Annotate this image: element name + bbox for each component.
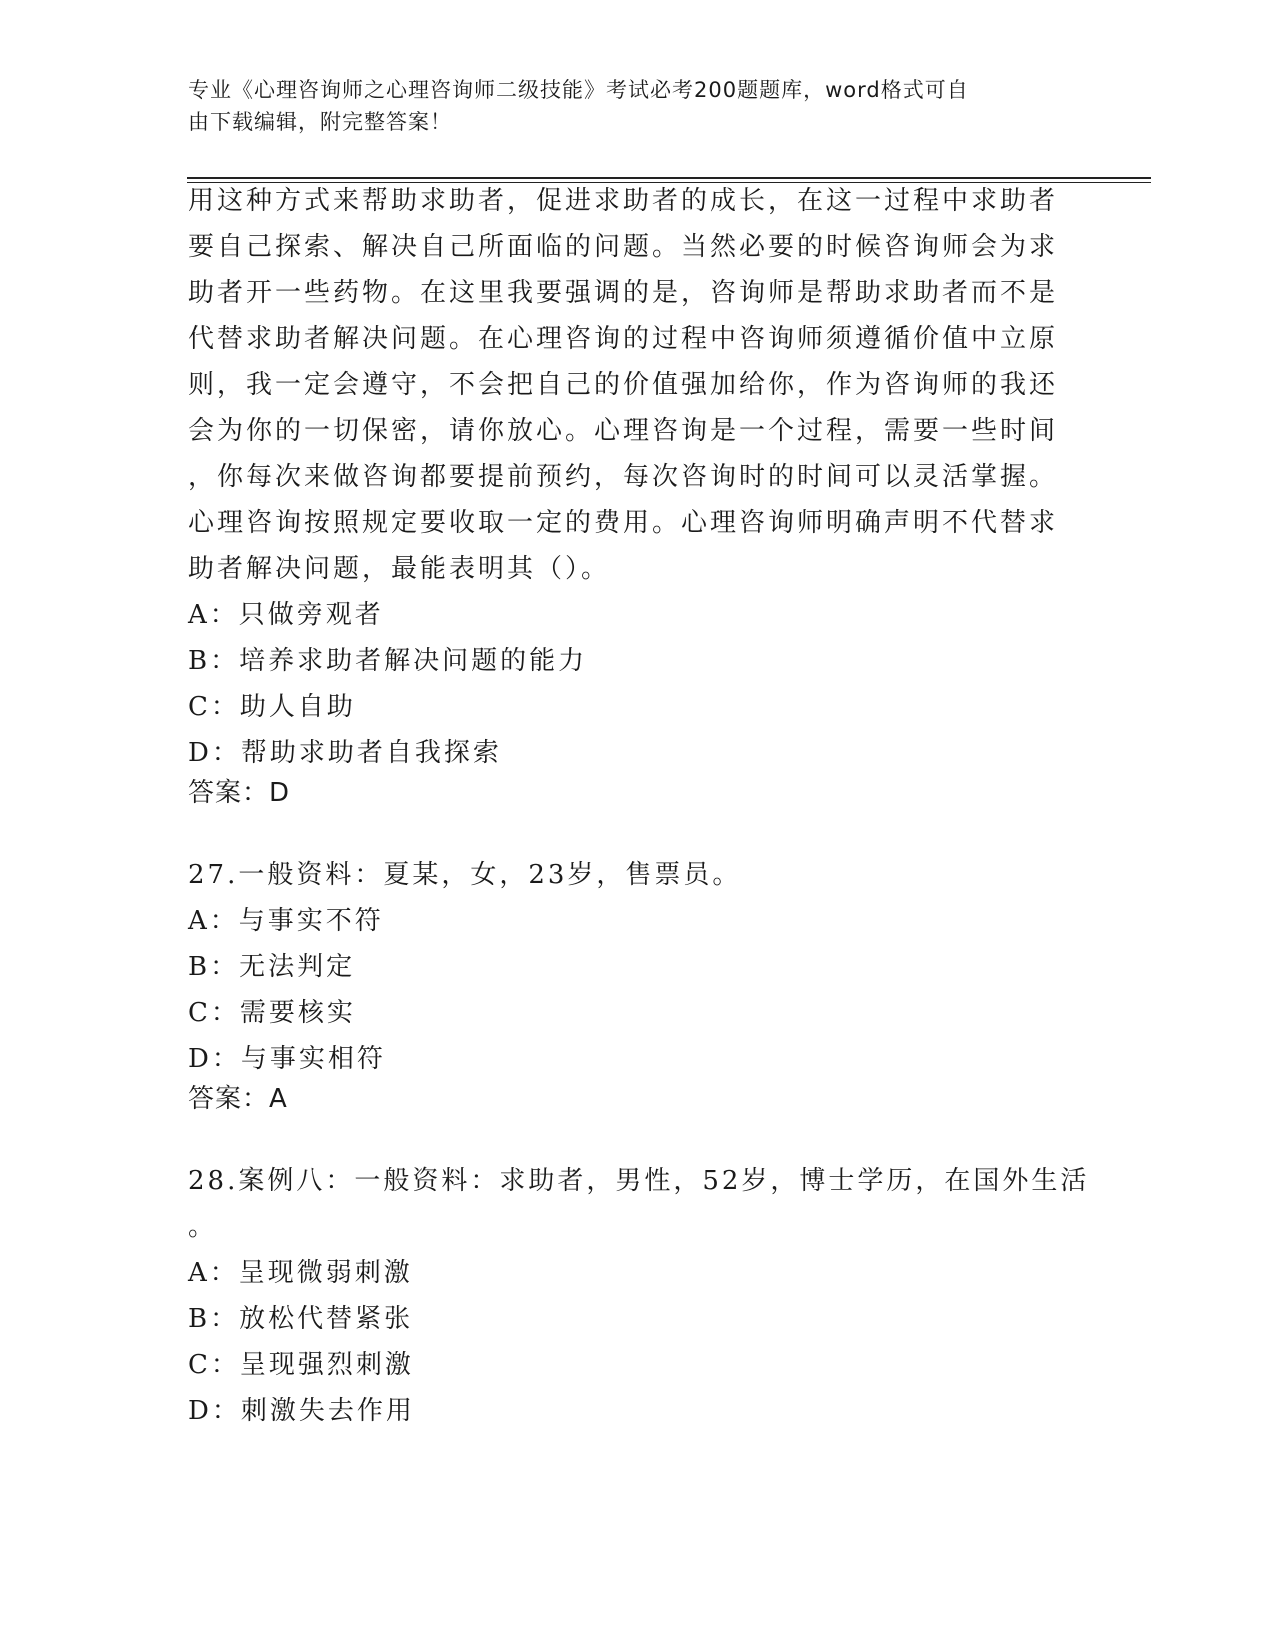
option-a: A：与事实不符 [188,906,384,936]
passage-line: 则，我一定会遵守，不会把自己的价值强加给你，作为咨询师的我还 [188,370,1059,400]
passage-answer: 答案：D [188,778,291,808]
document-header [188,74,1088,138]
header-line-2: 由下载编辑，附完整答案！ [188,110,452,134]
option-d: D：与事实相符 [188,1044,386,1074]
passage-line: 用这种方式来帮助求助者，促进求助者的成长，在这一过程中求助者 [188,186,1059,216]
passage-line: 代替求助者解决问题。在心理咨询的过程中咨询师须遵循价值中立原 [188,324,1059,354]
passage-line: 心理咨询按照规定要收取一定的费用。心理咨询师明确声明不代替求 [188,508,1059,538]
header-line-1: 专业《心理咨询师之心理咨询师二级技能》考试必考200题题库，word格式可自 [188,78,969,102]
passage-line: ，你每次来做咨询都要提前预约，每次咨询时的时间可以灵活掌握。 [188,462,1059,492]
option-c: C：助人自助 [188,692,356,722]
passage-body [188,178,1058,592]
question-28 [188,1158,1089,1434]
option-c: C：呈现强烈刺激 [188,1350,414,1380]
question-27-answer: 答案：A [188,1084,288,1114]
question-28-stem-line-2: 。 [188,1212,218,1242]
option-a: A：呈现微弱刺激 [188,1258,413,1288]
option-b: B：无法判定 [188,952,356,982]
passage-line: 助者开一些药物。在这里我要强调的是，咨询师是帮助求助者而不是 [188,278,1059,308]
option-a: A：只做旁观者 [188,600,384,630]
question-27 [188,852,741,1082]
option-c: C：需要核实 [188,998,356,1028]
option-b: B：放松代替紧张 [188,1304,414,1334]
passage-options [188,592,587,776]
question-27-stem: 27.一般资料：夏某，女，23岁，售票员。 [188,860,742,890]
passage-line: 要自己探索、解决自己所面临的问题。当然必要的时候咨询师会为求 [188,232,1059,262]
passage-line: 会为你的一切保密，请你放心。心理咨询是一个过程，需要一些时间 [188,416,1059,446]
option-d: D：帮助求助者自我探索 [188,738,502,768]
option-b: B：培养求助者解决问题的能力 [188,646,588,676]
passage-line: 助者解决问题，最能表明其（）。 [188,554,611,584]
option-d: D：刺激失去作用 [188,1396,415,1426]
question-28-stem-line-1: 28.案例八：一般资料：求助者，男性，52岁，博士学历，在国外生活 [188,1166,1090,1196]
